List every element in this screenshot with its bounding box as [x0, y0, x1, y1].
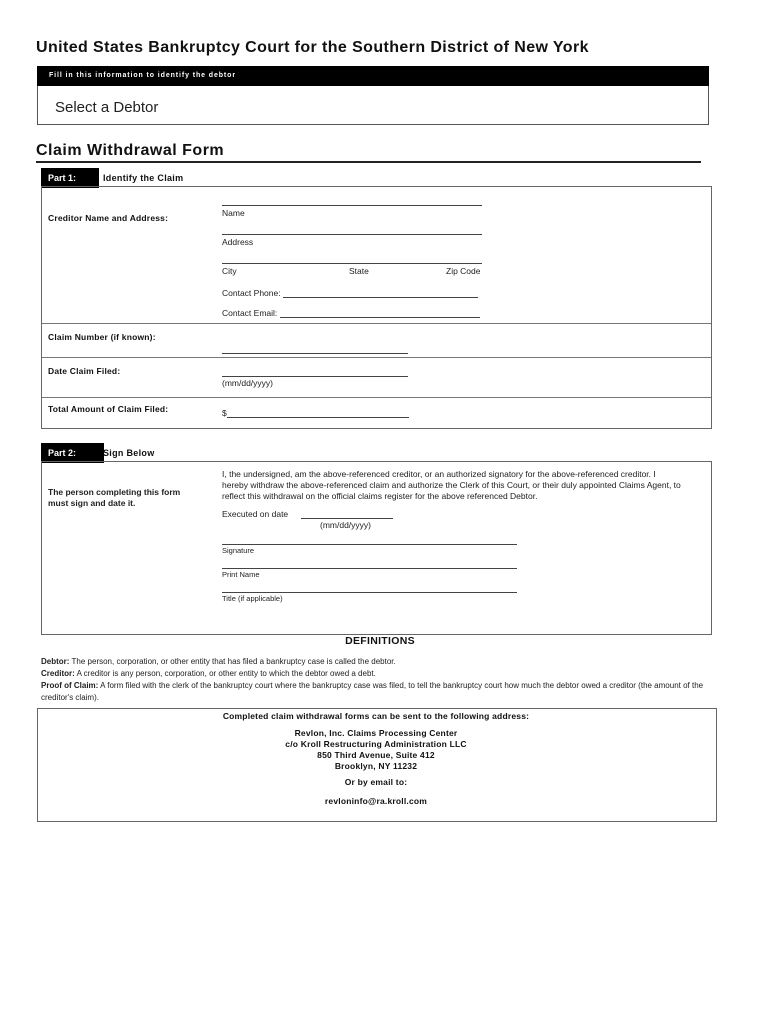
- contact-phone-field[interactable]: [283, 297, 478, 298]
- definition-term: Creditor:: [41, 669, 75, 678]
- total-amount-field[interactable]: [227, 417, 409, 418]
- address-line-4: Brooklyn, NY 11232: [334, 761, 418, 771]
- court-title: United States Bankruptcy Court for the Southern District of New York: [36, 39, 589, 56]
- state-caption: State: [349, 266, 369, 276]
- claims-email-link[interactable]: revloninfo@ra.kroll.com: [324, 796, 428, 806]
- debtor-box: [37, 86, 709, 125]
- signature-caption: Signature: [222, 546, 255, 555]
- creditor-label: Creditor Name and Address:: [48, 213, 169, 223]
- address-field[interactable]: [222, 234, 482, 235]
- definition-creditor: [41, 668, 721, 680]
- withdrawal-statement: I, the undersigned, am the above-referenced creditor, or an authorized signatory for the above-referenced creditor. I hereby withdraw the above-referenced claim and authorize the Clerk of this Court, or their duly appointed Claims Agent, to reflect this withdrawal on the official claims register for the above referenced Debtor.: [222, 469, 681, 501]
- part2-name: Sign Below: [103, 448, 155, 458]
- address-caption: Address: [222, 237, 254, 247]
- total-amount-row: [222, 408, 409, 418]
- sign-instructions: The person completing this form must sign and date it.: [48, 487, 181, 508]
- definition-text: The person, corporation, or other entity that has filed a bankruptcy case is called the debtor.: [69, 657, 396, 666]
- city-state-zip-field[interactable]: [222, 263, 482, 264]
- contact-phone-row: [222, 288, 478, 298]
- print-name-field[interactable]: [222, 568, 517, 569]
- date-filed-format: (mm/dd/yyyy): [222, 378, 273, 388]
- executed-date-format: (mm/dd/yyyy): [320, 520, 371, 530]
- executed-date-row: [222, 509, 393, 519]
- signature-field[interactable]: [222, 544, 517, 545]
- city-caption: City: [222, 266, 237, 276]
- total-amount-label: Total Amount of Claim Filed:: [48, 404, 169, 414]
- name-field[interactable]: [222, 205, 482, 206]
- title-caption: Title (if applicable): [222, 594, 283, 603]
- divider: [42, 397, 711, 398]
- definition-text: A creditor is any person, corporation, or other entity to which the debtor owed a debt.: [74, 669, 376, 678]
- definition-term: Proof of Claim:: [41, 681, 99, 690]
- currency-symbol: $: [222, 408, 227, 418]
- contact-email-label: Contact Email:: [222, 308, 278, 318]
- zip-caption: Zip Code: [446, 266, 481, 276]
- title-rule: [36, 161, 701, 163]
- definition-proof-of-claim: [41, 680, 709, 704]
- definitions-heading: DEFINITIONS: [345, 635, 415, 647]
- claim-number-label: Claim Number (if known):: [48, 332, 156, 342]
- contact-phone-label: Contact Phone:: [222, 288, 281, 298]
- definition-debtor: [41, 656, 721, 668]
- address-line-3: 850 Third Avenue, Suite 412: [317, 750, 435, 760]
- print-name-caption: Print Name: [222, 570, 260, 579]
- email-intro: Or by email to:: [344, 777, 408, 787]
- definition-text: A form filed with the clerk of the bankruptcy court where the bankruptcy case was filed, to tell the bankruptcy court how much the debtor owed a creditor (the amount of the creditor's claim).: [41, 681, 704, 702]
- title-field[interactable]: [222, 592, 517, 593]
- executed-label: Executed on date: [222, 509, 289, 519]
- contact-email-field[interactable]: [280, 317, 480, 318]
- claim-number-field[interactable]: [222, 353, 408, 354]
- definition-term: Debtor:: [41, 657, 70, 666]
- debtor-select[interactable]: Select a Debtor: [55, 99, 159, 116]
- date-filed-field[interactable]: [222, 376, 408, 377]
- contact-email-row: [222, 308, 480, 318]
- divider: [42, 323, 711, 324]
- executed-date-field[interactable]: [301, 518, 393, 519]
- form-title: Claim Withdrawal Form: [36, 142, 225, 159]
- address-line-1: Revlon, Inc. Claims Processing Center: [294, 728, 458, 738]
- name-caption: Name: [222, 208, 245, 218]
- part1-tag: Part 1:: [41, 168, 99, 188]
- address-line-2: c/o Kroll Restructuring Administration LLC: [285, 739, 467, 749]
- date-filed-label: Date Claim Filed:: [48, 366, 121, 376]
- part2-tag: Part 2:: [41, 443, 104, 463]
- debtor-bar-label: Fill in this information to identify the debtor: [49, 72, 236, 79]
- divider: [42, 357, 711, 358]
- debtor-info-bar: [37, 66, 709, 86]
- mailing-heading: Completed claim withdrawal forms can be sent to the following address:: [222, 711, 530, 721]
- part1-name: Identify the Claim: [103, 173, 184, 183]
